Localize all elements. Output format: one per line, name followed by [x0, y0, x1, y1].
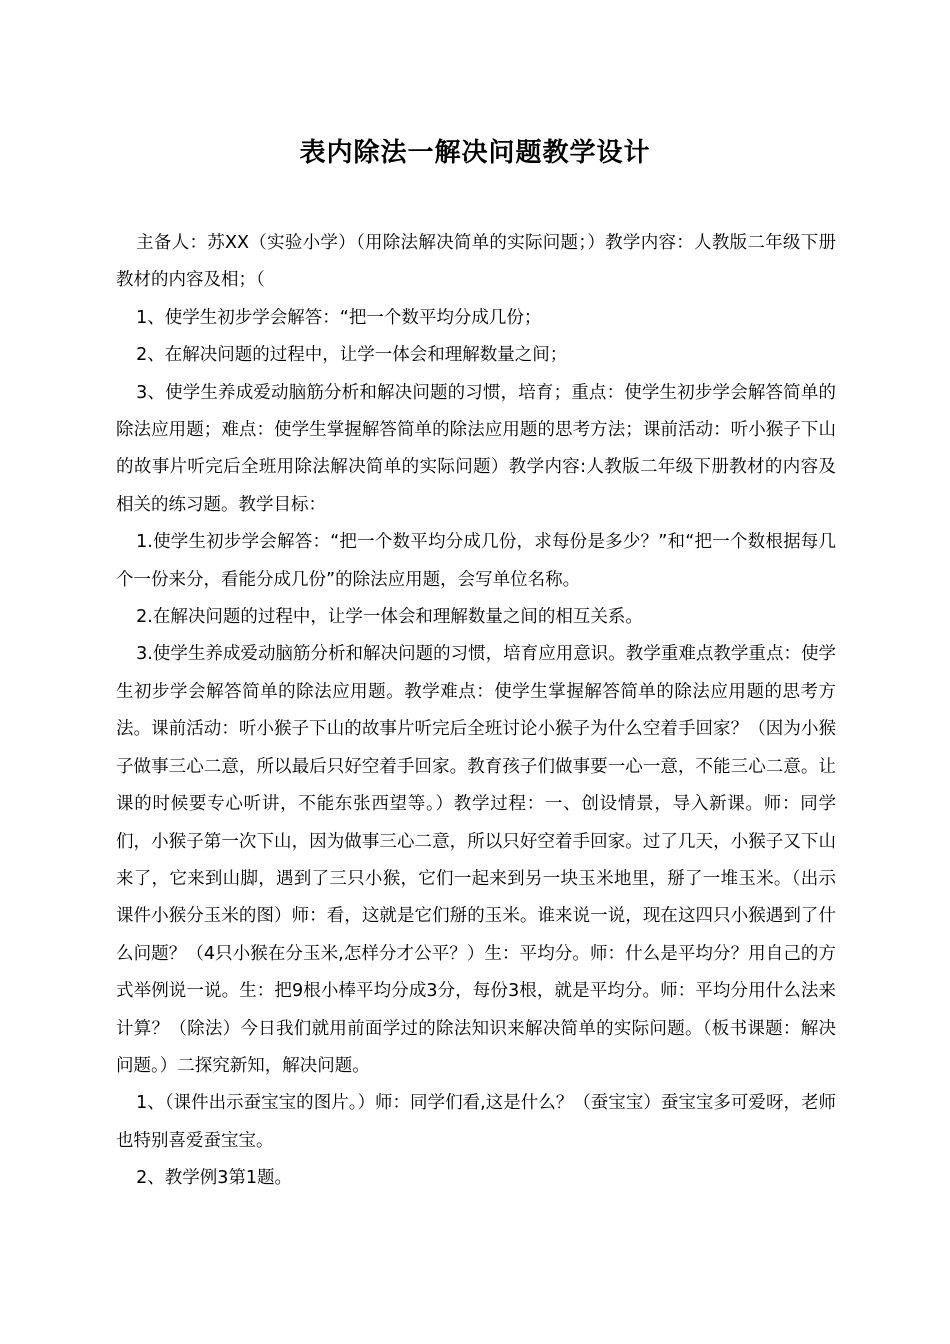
paragraph-goal-2-short: 2、在解决问题的过程中，让学一体会和理解数量之间；: [136, 345, 568, 366]
paragraph-goal-1-short: 1、使学生初步学会解答：“把一个数平均分成几份；: [136, 307, 542, 328]
document-title: 表内除法一解决问题教学设计: [299, 138, 651, 168]
paragraph-goal-2: 2.在解决问题的过程中，让学一体会和理解数量之间的相互关系。: [136, 607, 643, 628]
paragraph-example-3: 2、教学例3第1题。: [136, 1168, 293, 1189]
document-body: [116, 225, 836, 1198]
paragraph-goal-1: 1.使学生初步学会解答：“把一个数平均分成几份，求每份是多少？”和“把一个数根据每几个一份来分，看能分成几份”的除法应用题，会写单位名称。: [116, 532, 836, 590]
paragraph-goal-3-process: 3.使学生养成爱动脑筋分析和解决问题的习惯，培育应用意识。教学重难点教学重点：使学生初步学会解答简单的除法应用题。教学难点：使学生掌握解答简单的除法应用题的思考方法。课前活动：听小猴子下山的故事片听完后全班讨论小猴子为什么空着手回家？（因为小猴子做事三心二意，所以最后只好空着手回家。教育孩子们做事要一心一意，不能三心二意。让课的时候要专心听讲，不能东张西望等。）教学过程：一、创设情景，导入新课。师：同学们，小猴子第一次下山，因为做事三心二意，所以只好空着手回家。过了几天，小猴子又下山来了，它来到山脚，遇到了三只小猴，它们一起来到另一块玉米地里，掰了一堆玉米。（出示课件小猴分玉米的图）师：看，这就是它们掰的玉米。谁来说一说，现在这四只小猴遇到了什么问题？（4只小猴在分玉米,怎样分才公平？）生：平均分。师：什么是平均分？用自己的方式举例说一说。生：把9根小棒平均分成3分，每份3根，就是平均分。师：平均分用什么法来计算？（除法）今日我们就用前面学过的除法知识来解决简单的实际问题。（板书课题：解决问题。）二探究新知，解决问题。: [116, 644, 836, 1076]
paragraph-silkworm: 1、（课件出示蚕宝宝的图片。）师：同学们看,这是什么？（蚕宝宝）蚕宝宝多可爱呀，老师也特别喜爱蚕宝宝。: [116, 1093, 836, 1151]
paragraph-goal-3-summary: 3、使学生养成爱动脑筋分析和解决问题的习惯，培育；重点：使学生初步学会解答简单的除法应用题；难点：使学生掌握解答简单的除法应用题的思考方法；课前活动：听小猴子下山的故事片听完后全班用除法解决简单的实际问题）教学内容:人教版二年级下册教材的内容及相关的练习题。教学目标：: [116, 382, 836, 515]
paragraph-preparer: 主备人：苏XX（实验小学）（用除法解决简单的实际问题；）教学内容：人教版二年级下册教材的内容及相；（: [116, 233, 836, 291]
